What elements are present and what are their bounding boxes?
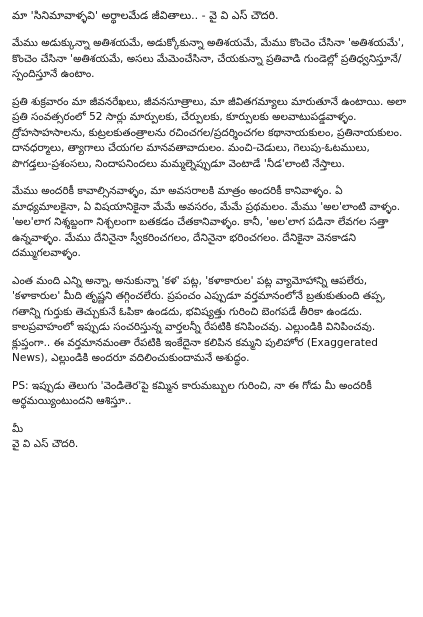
paragraph: ఎంత మంది ఎన్ని అన్నా, అనుకున్నా 'కళ' పట్ల, 'కళాకారుల' పట్ల వ్యామోహాన్ని ఆపలేరు, 'కళాకారుల' మీది తృష్ణని తగ్గించలేరు. ప్రపంచం ఎప్పుడూ వర్తమానంలోనే బ్రతుకుతుంది తప్ప, గతాన్ని గుర్తుకు తెచ్చుకునే ఓపికా ఉండదు, భవిష్యత్తు గురించి బెంగపడే తీరికా ఉండదు. కాలప్రవాహంలో ఇప్పుడు సంచరిస్తున్న వార్తలన్నీ రేపటికి కనిపించవు. ఎల్లుండికి వినిపించవు. క్లుప్తంగా.. ఈ వర్తమానమంతా రేపటికి ఇంకేదైనా కలిపిన కమ్మని పులిహోర (Exaggerated News), ఎల్లుండికి అందరూ వదిలించుకుందామనే అశుద్ధం. xyxy=(12,274,386,364)
paragraph: మేము అందరికీ కావాల్సినవాళ్ళం, మా అవసరాలకి మాత్రం అందరికీ కానివాళ్ళం. ఏ మాధ్యమాలకైనా, ఏ విషయానికైనా మేమే అవసరం, మేమే ప్రథమలం. మేము 'అల'లాంటి వాళ్ళం. 'అల'లాగ నిశ్శబ్దంగా నిశ్చలంగా బతకడం చేతకానివాళ్ళం. కానీ, 'అల'లాగ పడినా లేవగల సత్తా ఉన్నవాళ్ళం. మేము దేనినైనా స్వీకరించగలం, దేనినైనా భరించగలం. దేనికైనా వెనకాడని దమ్ముగలవాళ్ళం. xyxy=(12,185,401,259)
paragraph: ప్రతి శుక్రవారం మా జీవనరేఖలు, జీవనసూత్రాలు, మా జీవితగమ్యాలు మారుతూనే ఉంటాయి. అలా ప్రతి సంవత్సరంలో 52 సార్లు మార్పులకు, చేర్పులకు, కూర్పులకు అలవాటుపడ్డవాళ్ళం. ద్రోహసాహసాలను, కుట్రలకుతంత్రాలను రచించగల/ప్రదర్శించగల కథానాయకులం, ప్రతినాయకులం. దానధర్మాలు, త్యాగాలు చేయగల మానవతావాదులం. మంచి-చెడులు, గెలుపు-ఓటములు, పొగడ్తలు-ప్రశంసలు, నిందాపనిందలు మమ్మల్నెప్పుడూ వెంటాడే 'నీడ'లాంటి నేస్తాలు. xyxy=(12,95,407,170)
postscript-paragraph: PS: ఇప్పుడు తెలుగు 'వెండితెర'పై కమ్మిన కారుమబ్బుల గురించి, నా ఈ గోడు మీ అందరికీ అర్థమయ్యింటుందని ఆశిస్తూ.. xyxy=(12,379,372,407)
signature-text: వై వి ఎస్ చౌదరి. xyxy=(12,438,79,450)
document-title: మా 'సినిమావాళ్ళవి' అర్థాలమేడ జీవితాలు.. - వై వి ఎస్ చౌదరి. xyxy=(12,9,279,22)
paragraph: మేము అడుక్కున్నా అతిశయమే, అడుక్కోకున్నా అతిశయమే, మేము కొంచెం చేసినా 'అతిశయమే', కొంచెం చేసినా 'అతిశయమే, అసలు మేమెంచేసినా, చేయకున్నా ప్రతివాడి గుండెల్లో ప్రతిధ్వనిస్తూనే/స్పందిస్తూనే ఉంటాం. xyxy=(12,37,405,80)
closing-text: మీ xyxy=(12,422,24,435)
